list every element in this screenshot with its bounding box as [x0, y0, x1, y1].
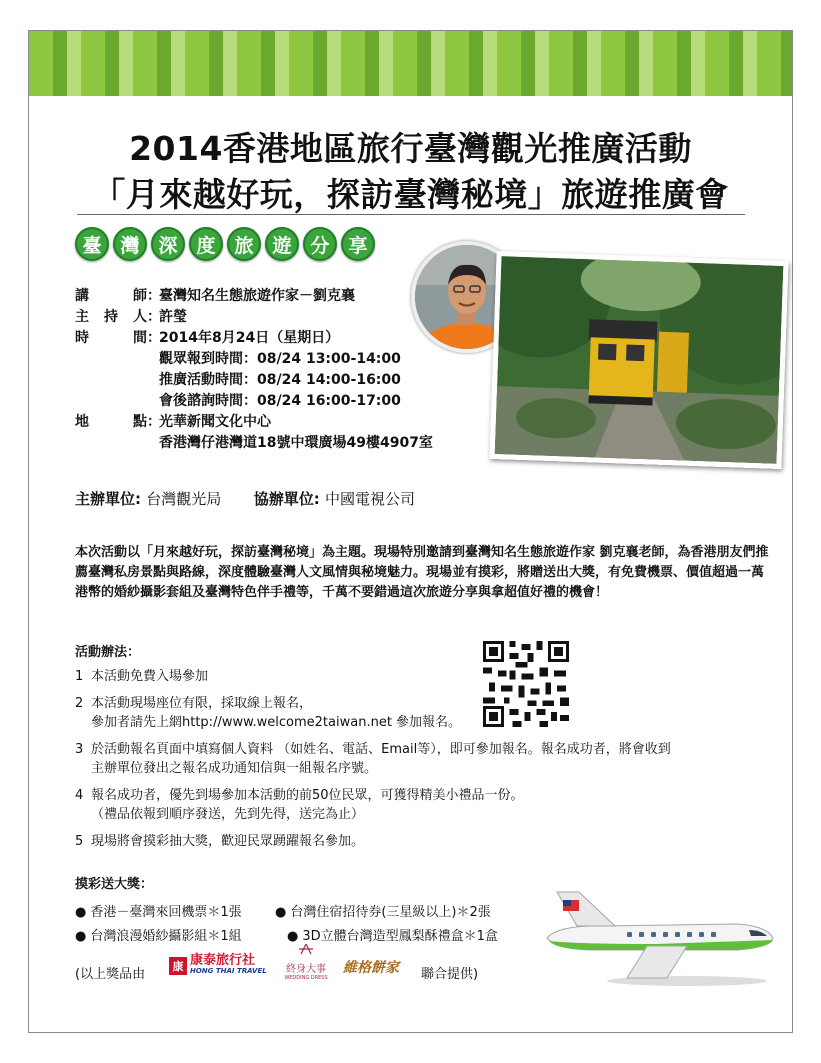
venue-row: 地 點 ： 光華新聞文化中心 [75, 412, 433, 433]
title-divider [77, 214, 745, 215]
host-org: 台灣觀光局 [146, 490, 222, 508]
rule-item [75, 740, 775, 759]
rule-text: 本活動現場座位有限，採取線上報名， [91, 696, 313, 711]
flyer-page [28, 30, 793, 1033]
rules-list [75, 667, 775, 851]
prize-item [75, 901, 242, 920]
rule-item [75, 832, 775, 851]
badge-char: 遊 [265, 227, 299, 261]
credit-prefix: (以上獎品由 [75, 967, 146, 982]
rule-text: 於活動報名頁面中填寫個人資料 （如姓名、電話、Email等），即可參加報名。報名成功者，將會收到 [91, 742, 671, 757]
hongthai-en-name: HONG THAI TRAVEL [190, 967, 267, 975]
rule-item [75, 786, 775, 805]
badge-char: 灣 [113, 227, 147, 261]
main-title: 2014香港地區旅行臺灣觀光推廣活動 [129, 129, 692, 168]
schedule-line: 推廣活動時間：08/24 14:00-16:00 [159, 372, 401, 388]
hongthai-name: 康泰旅行社 [190, 953, 256, 968]
header-stripes [29, 31, 792, 96]
credit-suffix: 聯合提供) [421, 967, 479, 982]
airplane-icon [537, 886, 777, 986]
label-char: 主 [75, 309, 89, 325]
host-value: 許瑩 [159, 309, 187, 325]
train-image [495, 256, 784, 464]
rule-text: 主辦單位發出之報名成功通知信與一組報名序號。 [91, 761, 378, 776]
host-org-label: 主辦單位: [75, 490, 141, 508]
weige-logo: 維格餅家 [343, 960, 399, 976]
rule-text: 報名成功者，優先到場參加本活動的前50位民眾，可獲得精美小禮品一份。 [91, 788, 524, 803]
label-char: 講 [75, 288, 89, 304]
label-char: 人 [133, 309, 147, 325]
bullet-icon: ● [75, 905, 87, 920]
label-char: 持 [104, 309, 118, 325]
rule-number: 5 [75, 834, 84, 849]
sub-title: 「月來越好玩，探訪臺灣秘境」旅遊推廣會 [92, 175, 729, 214]
badge-char: 分 [303, 227, 337, 261]
co-org: 中國電視公司 [324, 490, 415, 508]
rule-number: 4 [75, 788, 84, 803]
speaker-value: 臺灣知名生態旅遊作家－劉克襄 [159, 288, 355, 304]
rule-text: 本活動免費入場參加 [91, 669, 209, 684]
time-row: 時 間 ： 2014年8月24日（星期日） [75, 328, 433, 349]
prize-item [275, 901, 491, 920]
event-info [75, 286, 433, 454]
rule-text: （禮品依報到順序發送，先到先得，送完為止） [91, 807, 365, 822]
forest-train-photo [489, 251, 788, 469]
badge-char: 旅 [227, 227, 261, 261]
badge-char: 度 [189, 227, 223, 261]
wedding-name: 終身大事 [286, 964, 326, 975]
organizers [75, 488, 415, 509]
rule-number: 1 [75, 669, 84, 684]
prizes-title: 摸彩送大獎： [75, 877, 154, 892]
co-org-label: 協辦單位: [253, 490, 320, 508]
prize-text: 台灣住宿招待券(三星級以上)＊2張 [290, 905, 491, 920]
badge-char: 臺 [75, 227, 109, 261]
wedding-en-name: WEDDING DRESS [284, 975, 328, 981]
label-char: 時 [75, 330, 89, 346]
wedding-logo [281, 941, 331, 991]
address-value: 香港灣仔港灣道18號中環廣場49樓4907室 [159, 435, 433, 451]
rule-text[interactable]: 參加者請先上網http://www.welcome2taiwan.net 參加報名。 [91, 715, 462, 730]
bullet-icon: ● [275, 905, 287, 920]
label-char: 師 [133, 288, 147, 304]
venue-value: 光華新聞文化中心 [159, 414, 271, 430]
prize-text: 3D立體台灣造型鳳梨酥禮盒＊1盒 [302, 929, 498, 944]
bullet-icon: ● [75, 929, 87, 944]
rule-item [75, 694, 775, 713]
rule-text: 現場將會摸彩抽大獎，歡迎民眾踴躍報名參加。 [91, 834, 365, 849]
hongthai-mark-icon: 康 [169, 957, 187, 975]
prize-text: 台灣浪漫婚紗攝影組＊1組 [90, 929, 242, 944]
hongthai-logo [169, 955, 267, 977]
prize-item [75, 925, 242, 944]
rule-item [75, 667, 775, 686]
intro-paragraph: 本次活動以「月來越好玩，探訪臺灣秘境」為主題。現場特別邀請到臺灣知名生態旅遊作家 劉克襄老師，為香港朋友們推薦臺灣私房景點與路線，深度體驗臺灣人文風情與秘境魅力。現場並有摸彩，將贈送出大獎，有免費機票、價值超過一萬港幣的婚紗攝影套組及臺灣特色伴手禮等，千萬不要錯過這次旅遊分享與拿超值好禮的機會！ [75, 545, 769, 600]
rule-number: 2 [75, 696, 84, 711]
date-value: 2014年8月24日（星期日） [159, 330, 340, 346]
badge-char: 深 [151, 227, 185, 261]
badge-char: 享 [341, 227, 375, 261]
rule-number: 3 [75, 742, 84, 757]
host-row: 主 持 人 ： 許瑩 [75, 307, 433, 328]
bullet-icon: ● [287, 929, 299, 944]
label-char: 地 [75, 414, 89, 430]
label-char: 點 [133, 414, 147, 430]
speaker-row: 講 師 ： 臺灣知名生態旅遊作家－劉克襄 [75, 286, 433, 307]
schedule-line: 會後諮詢時間：08/24 16:00-17:00 [159, 393, 401, 409]
airplane-illustration [537, 886, 777, 986]
rules-title: 活動辦法： [75, 645, 141, 660]
section-badges [75, 227, 375, 261]
prize-text: 香港－臺灣來回機票＊1張 [90, 905, 242, 920]
wedding-emblem-icon [281, 942, 331, 956]
schedule-line: 觀眾報到時間：08/24 13:00-14:00 [159, 351, 401, 367]
label-char: 間 [133, 330, 147, 346]
